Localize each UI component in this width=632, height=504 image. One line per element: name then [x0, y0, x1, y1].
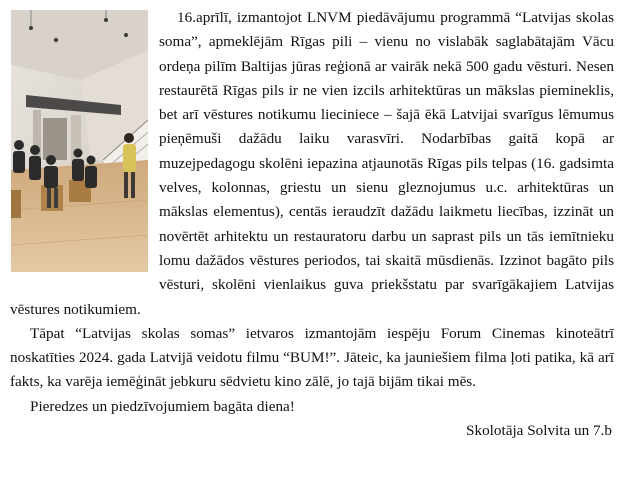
paragraph-1: 16.aprīlī, izmantojot LNVM piedāvājumu programmā “Latvijas skolas soma”, apmeklējām Rīgas pili – vienu no vislabāk saglabātajām Vācu ordeņa pilīm Baltijas jūras reģionā ar vairāk nekā 500 gadu vēsturi. Nesen restaurētā Rīgas pils ir ne vien izcils arhitektūras un mākslas piemineklis, bet arī vēstures notikumu lieciniece – šajā ēkā Latvijai svarīgus lēmumus pieņēmuši dažādu laiku varasvīri. Nodarbības gaitā kopā ar muzejpedagogu skolēni iepazina atjaunotās Rīgas pils telpas (16. gadsimta velves, kolonnas, griestu un sienu gleznojumus u.c. arhitektūras un mākslas elementus), centās ieraudzīt dažādu laikmetu liecības, izzināt un novērtēt arhitektu un restauratoru darbu un saprast pils un tās iemītnieku lomu dažādos vēstures periodos, tai skaitā mūsdienās. Izzinot bagāto pils vēsturi, skolēni vienlaikus guva priekšstatu par svarīgākajiem Latvijas vēstures notikumiem.: [10, 9, 614, 318]
signature: Skolotāja Solvita un 7.b: [466, 422, 612, 440]
museum-visit-photo: [11, 10, 148, 272]
paragraph-3: Pieredzes un piedzīvojumiem bagāta diena!: [30, 397, 295, 415]
article: [10, 6, 614, 443]
paragraph-2: Tāpat “Latvijas skolas somas” ietvaros izmantojām iespēju Forum Cinemas kinoteātrī noskatīties 2024. gada Latvijā veidotu filmu “BUM!”. Jāteic, ka jauniešiem filma ļoti patika, kā arī fakts, ka varēja iemēģināt jebkuru sēdvietu kino zālē, jo tajā bijām tikai mēs.: [10, 324, 614, 391]
museum-visit-photo-graphic: [11, 10, 148, 272]
